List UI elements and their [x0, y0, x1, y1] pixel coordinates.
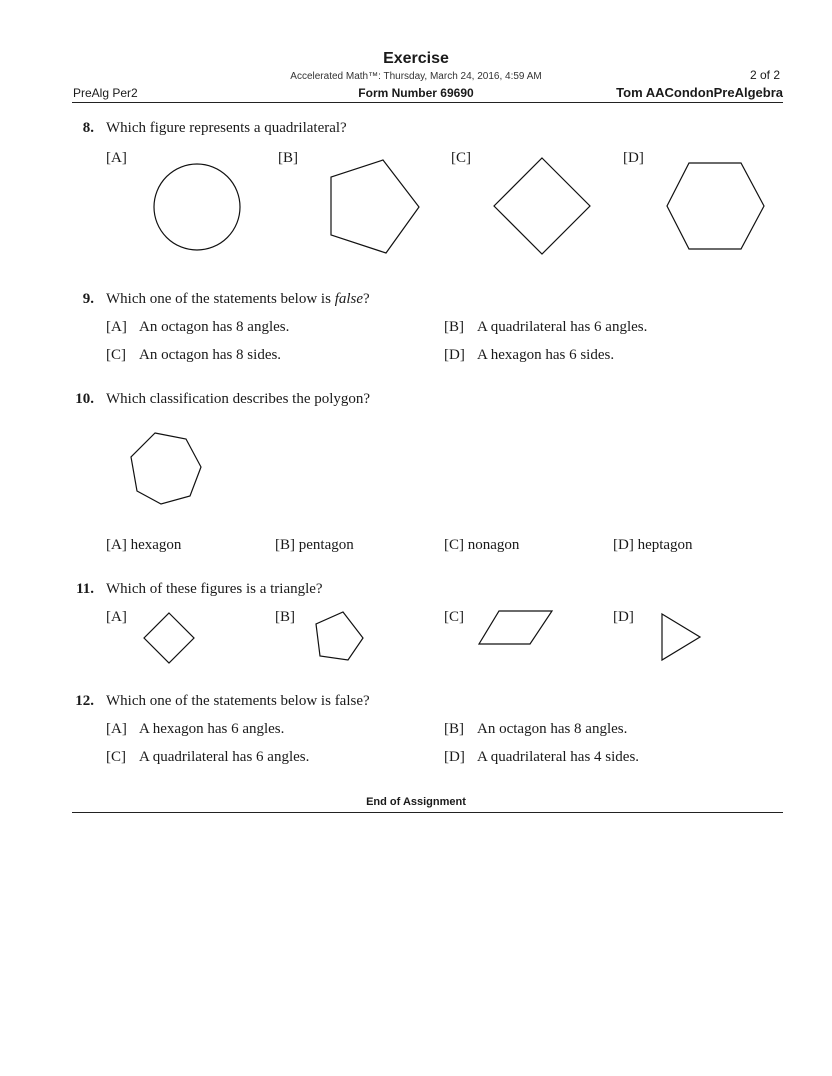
question-11-text: Which of these figures is a triangle? — [106, 581, 323, 597]
option-label: [D] — [444, 347, 465, 363]
option-label: [B] — [444, 319, 464, 335]
option-label: [B] — [444, 721, 464, 737]
option-label: [A] — [106, 537, 127, 553]
question-10-number: 10. — [75, 391, 94, 407]
question-12-option-c — [106, 749, 309, 766]
option-text: A hexagon has 6 sides. — [477, 347, 615, 363]
option-text: A hexagon has 6 angles. — [139, 721, 285, 737]
option-text: hexagon — [130, 537, 182, 553]
option-label: [D] — [444, 749, 465, 765]
question-9-option-d — [444, 347, 614, 364]
question-11-number: 11. — [76, 581, 94, 597]
option-label: [B] — [275, 537, 295, 553]
class-name: PreAlg Per2 — [73, 86, 138, 100]
question-8-circle-figure — [150, 160, 246, 256]
question-9-number: 9. — [82, 291, 94, 307]
option-text: pentagon — [298, 537, 354, 553]
question-9-option-c — [106, 347, 281, 364]
option-text: heptagon — [637, 537, 693, 553]
question-11-choice-c-label: [C] — [444, 609, 464, 625]
question-11-triangle-figure — [659, 612, 703, 662]
footer-divider — [72, 812, 783, 813]
question-10-text: Which classification describes the polygon? — [106, 391, 371, 407]
option-label: [A] — [106, 721, 127, 737]
question-12-text: Which one of the statements below is false? — [106, 693, 370, 709]
question-8-pentagon-figure — [326, 158, 422, 256]
page-title: Exercise — [383, 50, 449, 67]
question-10-option-c — [444, 537, 519, 554]
question-8-choice-a-label: [A] — [106, 150, 127, 166]
option-label: [C] — [444, 537, 464, 553]
question-8-diamond-figure — [492, 156, 594, 258]
student-name: Tom AACondonPreAlgebra — [616, 85, 783, 100]
question-8-hexagon-figure — [664, 160, 768, 252]
question-11-diamond-figure — [142, 611, 196, 665]
question-11-parallelogram-figure — [477, 609, 555, 647]
question-8-choice-d-label: [D] — [623, 150, 644, 166]
option-text: A quadrilateral has 4 sides. — [477, 749, 640, 765]
end-of-assignment: End of Assignment — [366, 796, 466, 808]
question-11-choice-b-label: [B] — [275, 609, 295, 625]
question-8-choice-b-label: [B] — [278, 150, 298, 166]
question-10-option-d — [613, 537, 693, 554]
question-8-number: 8. — [82, 120, 94, 136]
question-11-pentagon-figure — [313, 610, 365, 662]
question-10-option-b — [275, 537, 354, 554]
option-label: [A] — [106, 319, 127, 335]
question-9-text-before: Which one of the statements below is — [106, 291, 335, 307]
question-8-choice-c-label: [C] — [451, 150, 471, 166]
option-text: nonagon — [467, 537, 520, 553]
header-divider — [72, 102, 783, 103]
question-9-option-a — [106, 319, 289, 336]
question-12-option-d — [444, 749, 639, 766]
option-text: A quadrilateral has 6 angles. — [477, 319, 648, 335]
page-indicator: 2 of 2 — [749, 68, 780, 82]
option-label: [C] — [106, 347, 126, 363]
question-12-number: 12. — [75, 693, 94, 709]
option-text: A quadrilateral has 6 angles. — [139, 749, 310, 765]
question-9-option-b — [444, 319, 647, 336]
question-9-text — [106, 291, 370, 308]
form-number: Form Number 69690 — [358, 86, 474, 100]
option-text: An octagon has 8 angles. — [477, 721, 628, 737]
question-12-option-b — [444, 721, 627, 738]
option-label: [D] — [613, 537, 634, 553]
question-8-text: Which figure represents a quadrilateral? — [106, 120, 347, 136]
option-text: An octagon has 8 angles. — [139, 319, 290, 335]
question-9-text-after: ? — [363, 291, 370, 307]
option-label: [C] — [106, 749, 126, 765]
question-11-choice-d-label: [D] — [613, 609, 634, 625]
question-9-text-emphasis: false — [334, 291, 364, 307]
question-10-option-a — [106, 537, 181, 554]
header-subtitle: Accelerated Math™: Thursday, March 24, 2016, 4:59 AM — [290, 71, 542, 82]
question-10-heptagon-figure — [128, 430, 204, 506]
question-11-choice-a-label: [A] — [106, 609, 127, 625]
option-text: An octagon has 8 sides. — [139, 347, 282, 363]
question-12-option-a — [106, 721, 284, 738]
